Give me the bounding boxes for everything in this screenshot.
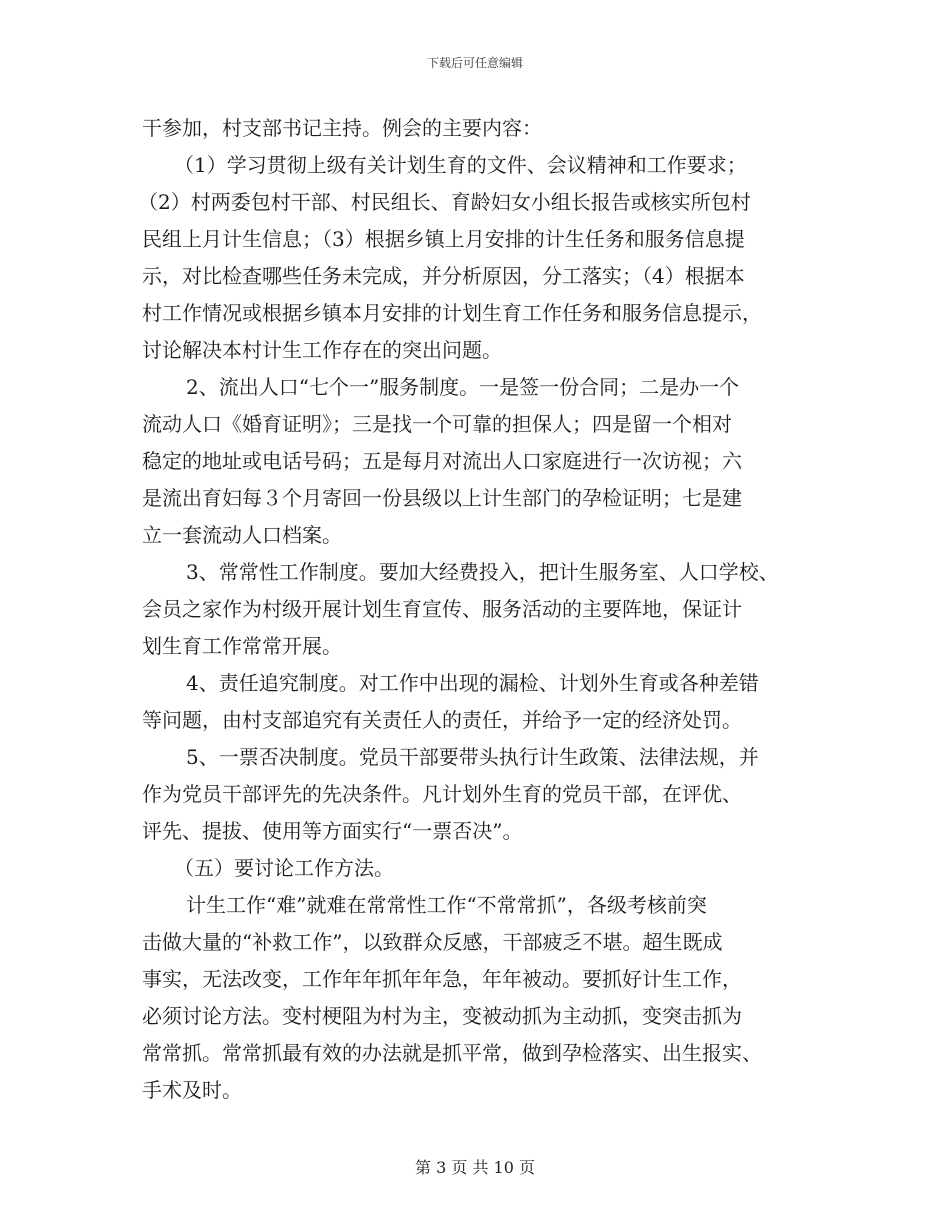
text-line: 干参加，村支部书记主持。例会的主要内容： xyxy=(142,116,542,140)
text-line: 是流出育妇每３个月寄回一份县级以上计生部门的孕检证明；七是建 xyxy=(142,486,742,510)
text-line: 5、一票否决制度。党员干部要带头执行计生政策、法律法规，并 xyxy=(186,745,759,769)
page-footer: 第 3 页 共 10 页 xyxy=(415,1158,535,1177)
text-line: 示，对比检查哪些任务未完成，并分析原因，分工落实；（4）根据本 xyxy=(142,264,745,288)
page-header: 下载后可任意编辑 xyxy=(426,56,523,70)
text-line: 2、流出人口“七个一”服务制度。一是签一份合同；二是办一个 xyxy=(186,375,740,399)
text-line: 作为党员干部评先的先决条件。凡计划外生育的党员干部，在评优、 xyxy=(142,782,742,806)
text-line: 计生工作“难”就难在常常性工作“不常常抓”，各级考核前突 xyxy=(186,893,707,917)
text-line: 击做大量的“补救工作”，以致群众反感，干部疲乏不堪。超生既成 xyxy=(142,930,723,954)
text-line: 事实，无法改变，工作年年抓年年急，年年被动。要抓好计生工作， xyxy=(142,967,742,991)
text-line: 4、责任追究制度。对工作中出现的漏检、计划外生育或各种差错 xyxy=(186,671,759,695)
text-line: 手术及时。 xyxy=(142,1078,242,1102)
text-line: 评先、提拔、使用等方面实行“一票否决”。 xyxy=(142,819,523,843)
text-line: 村工作情况或根据乡镇本月安排的计划生育工作任务和服务信息提示， xyxy=(142,301,762,325)
document-body xyxy=(138,110,822,1109)
text-line: 稳定的地址或电话号码；五是每月对流出人口家庭进行一次访视；六 xyxy=(142,449,742,473)
text-line: （五）要讨论工作方法。 xyxy=(174,856,394,880)
text-line: 讨论解决本村计生工作存在的突出问题。 xyxy=(142,338,502,362)
text-line: 流动人口《婚育证明》；三是找一个可靠的担保人；四是留一个相对 xyxy=(142,412,732,436)
text-line: 划生育工作常常开展。 xyxy=(142,634,342,658)
text-line: 3、常常性工作制度。要加大经费投入，把计生服务室、人口学校、 xyxy=(186,560,779,584)
text-line: 民组上月计生信息；（3）根据乡镇上月安排的计生任务和服务信息提 xyxy=(142,227,745,251)
text-line: （1）学习贯彻上级有关计划生育的文件、会议精神和工作要求； xyxy=(174,153,747,177)
text-line: 必须讨论方法。变村梗阻为村为主，变被动抓为主动抓，变突击抓为 xyxy=(142,1004,742,1028)
text-line: （2）村两委包村干部、村民组长、育龄妇女小组长报告或核实所包村 xyxy=(138,190,751,214)
text-line: 会员之家作为村级开展计划生育宣传、服务活动的主要阵地，保证计 xyxy=(142,597,742,621)
text-line: 等问题，由村支部追究有关责任人的责任，并给予一定的经济处罚。 xyxy=(142,708,742,732)
text-line: 常常抓。常常抓最有效的办法就是抓平常，做到孕检落实、出生报实、 xyxy=(142,1041,762,1065)
text-line: 立一套流动人口档案。 xyxy=(142,523,342,547)
